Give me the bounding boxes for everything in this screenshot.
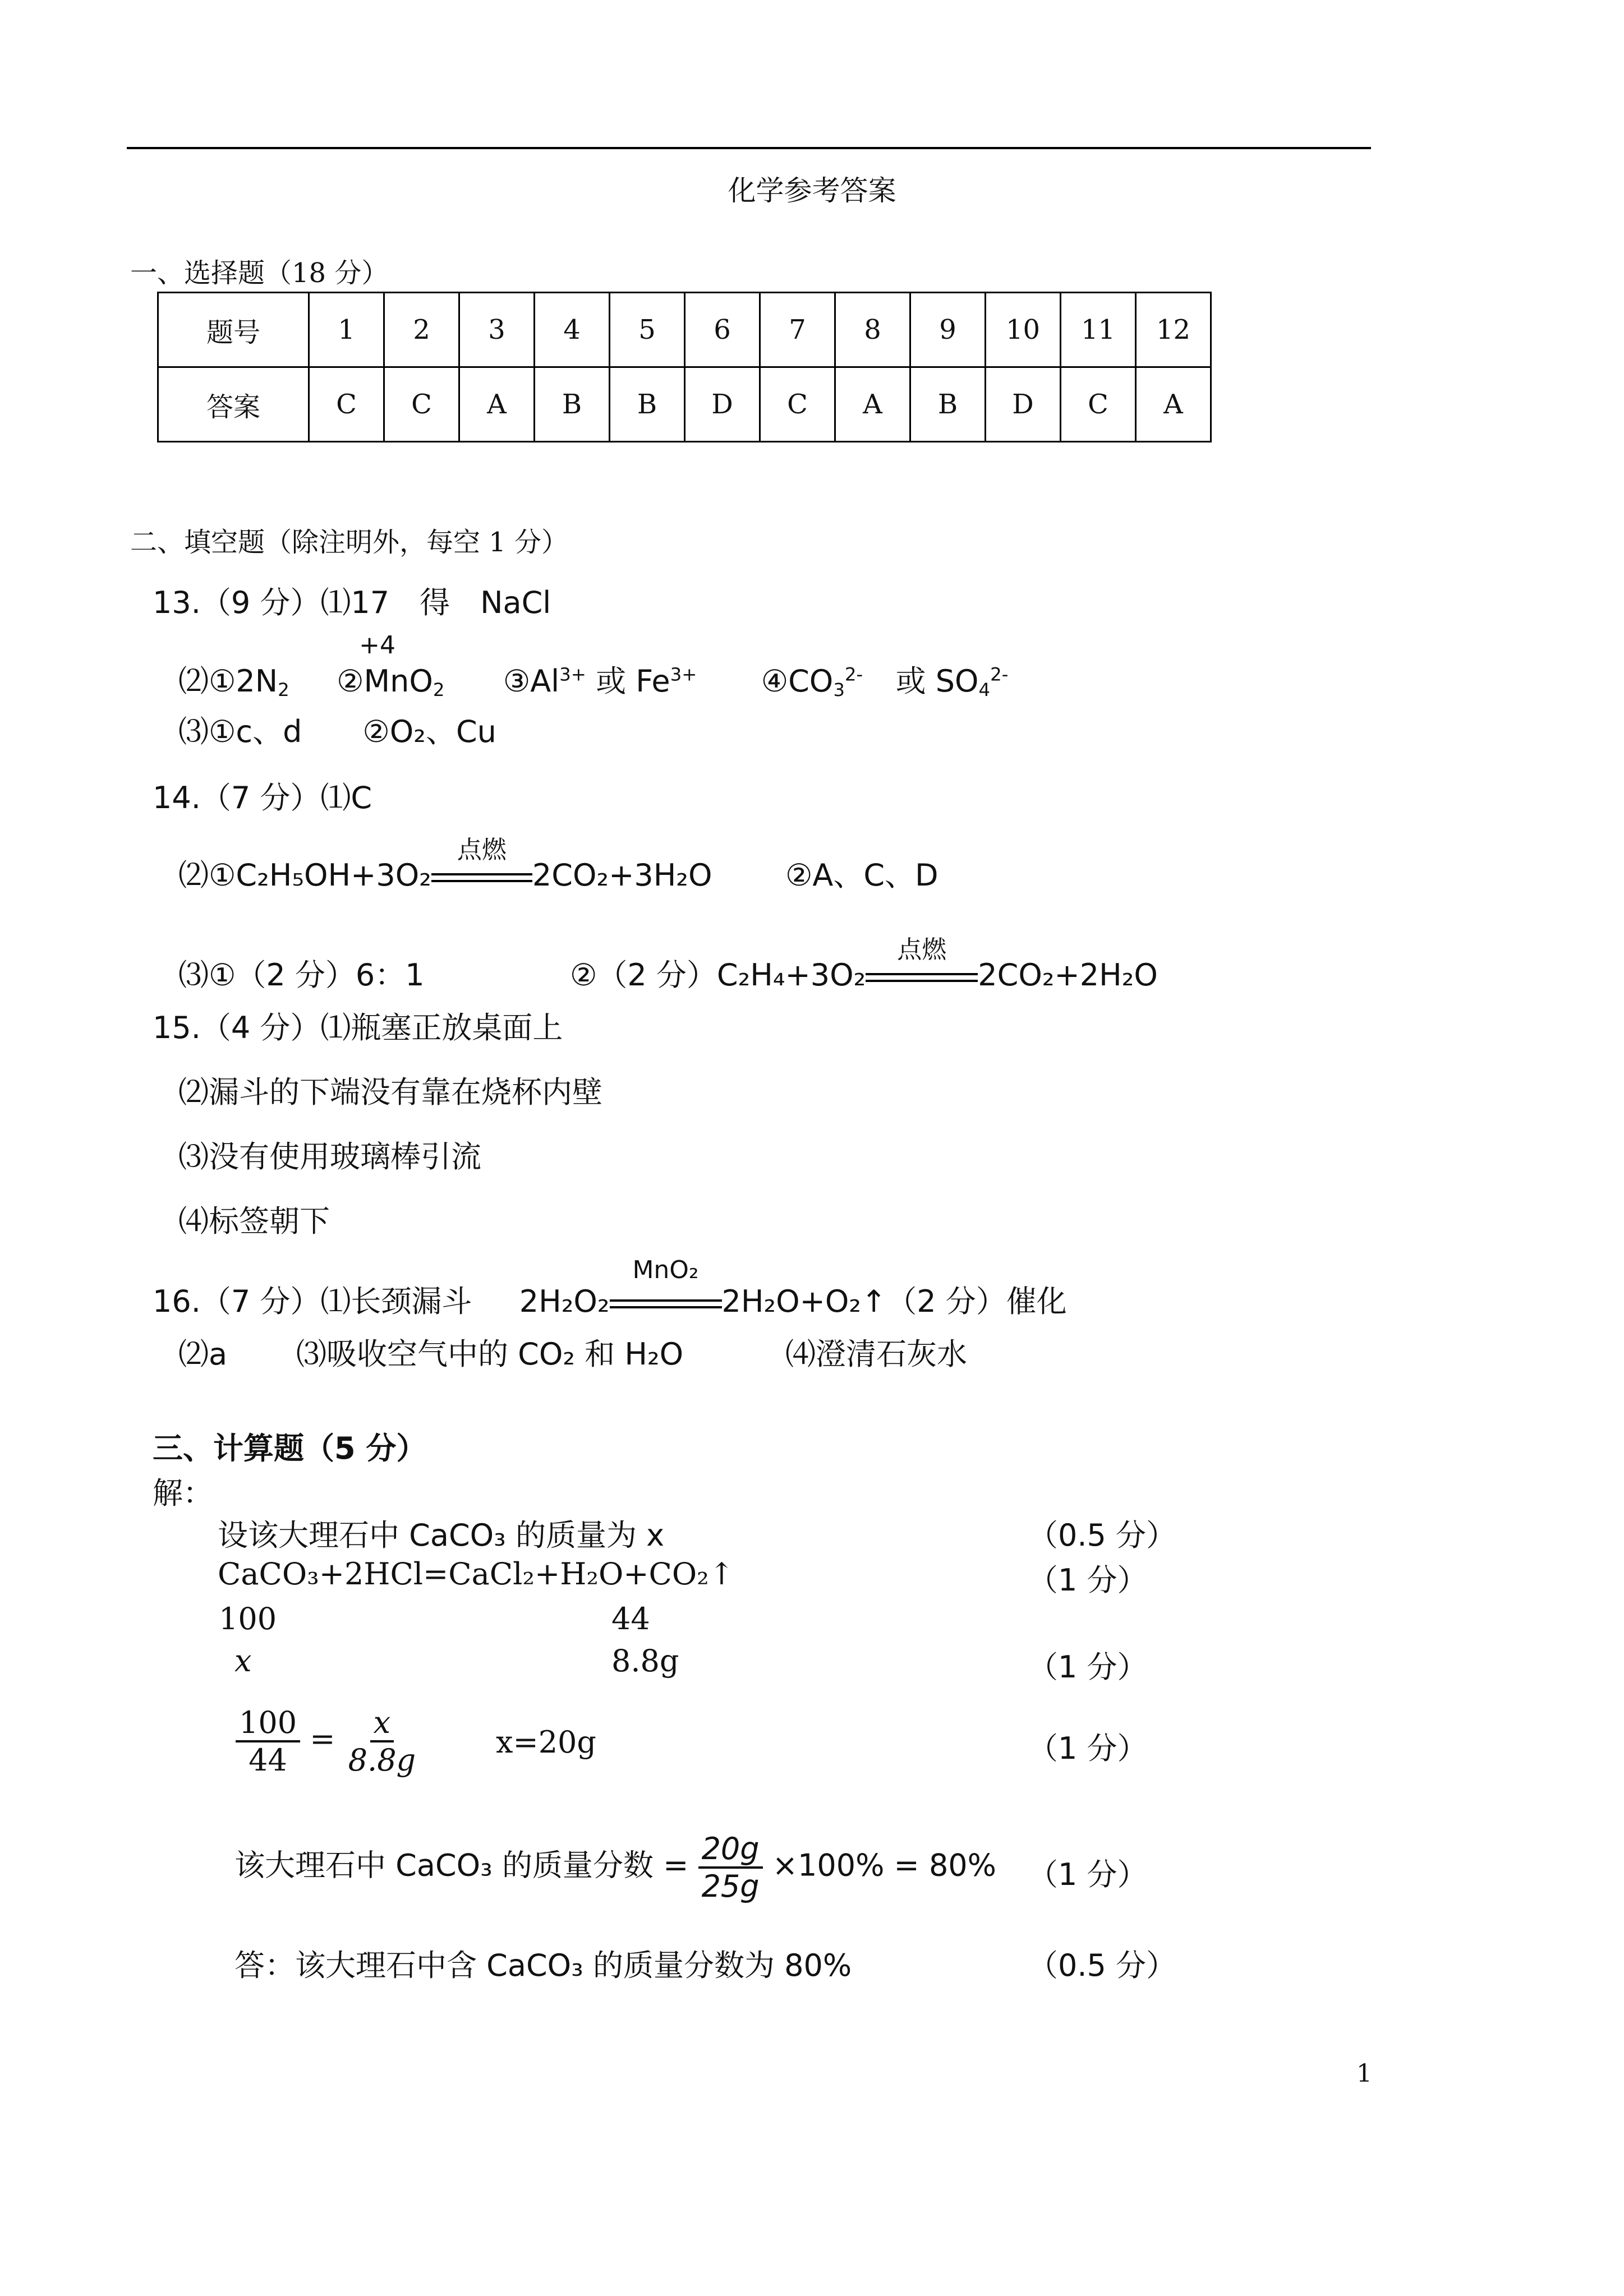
table-cell: 7 <box>760 293 835 367</box>
q14-line-2: ⑵①C₂H₅OH+3O₂ 点燃 2CO₂+3H₂O <box>178 836 712 893</box>
q13-fe: 或 $Fe^{3+}$ <box>596 663 697 699</box>
reaction-equals-sign: MnO₂ <box>610 1295 722 1312</box>
table-cell: 2 <box>384 293 459 367</box>
result-x: x=20g <box>496 1725 596 1760</box>
q15-line-3: ⑶没有使用玻璃棒引流 <box>178 1139 481 1174</box>
q13-line-1: 13.（9 分）⑴17 得 NaCl <box>153 585 551 620</box>
q16-line-1: 16.（7 分）⑴长颈漏斗 2H₂O₂ MnO₂ 2H₂O+O₂↑（2 分）催化 <box>153 1256 1067 1319</box>
q16-line-2a: ⑵a <box>178 1336 228 1372</box>
table-cell: D <box>986 367 1061 442</box>
q16-line-2c: ⑷澄清石灰水 <box>785 1336 967 1372</box>
q14-line-3b: ②（2 分）C₂H₄+3O₂ 点燃 2CO₂+2H₂O <box>570 935 1158 993</box>
q14-line-3a: ⑶①（2 分）6：1 <box>178 957 425 993</box>
table-cell: 8 <box>835 293 910 367</box>
calc-score-4: （1 分） <box>1028 1731 1148 1766</box>
calc-score-1: （0.5 分） <box>1028 1518 1177 1553</box>
calc-line-1: 设该大理石中 CaCO₃ 的质量为 x <box>218 1518 665 1553</box>
ratio-right-bottom: 8.8g <box>611 1643 679 1679</box>
table-cell: C <box>760 367 835 442</box>
reaction-equals-sign: 点燃 <box>866 969 978 985</box>
q13-line-3: ⑶①c、d ②O₂、Cu <box>178 714 496 749</box>
answer-table <box>157 292 1212 442</box>
fraction: $\frac{x}{8.8g}$ <box>348 1705 416 1778</box>
reaction-equals-sign: 点燃 <box>431 869 532 886</box>
table-header-cell: 题号 <box>158 293 309 367</box>
table-cell: A <box>835 367 910 442</box>
ratio-right-top: 44 <box>611 1601 650 1636</box>
table-cell: A <box>459 367 535 442</box>
section-2-heading: 二、填空题（除注明外，每空 1 分） <box>130 527 569 558</box>
table-cell: 1 <box>309 293 384 367</box>
q13-2n2: $⑵①2N_2$ <box>178 663 289 701</box>
page-number: 1 <box>1356 2059 1372 2088</box>
section-1-heading: 一、选择题（18 分） <box>130 257 389 289</box>
table-cell: 10 <box>986 293 1061 367</box>
q16-line-2b: ⑶吸收空气中的 CO₂ 和 H₂O <box>296 1336 684 1372</box>
q13-co3: $④CO_3^{2-}$ <box>761 663 863 701</box>
calc-score-6: （0.5 分） <box>1028 1948 1177 1983</box>
fraction: $\frac{20g}{25g}$ <box>698 1831 763 1904</box>
percentage-equation: 该大理石中 CaCO₃ 的质量分数 = $\frac{20g}{25g}$ ×100% = 80% <box>234 1831 996 1904</box>
proportion-equation: $\frac{100}{44}$ = $\frac{x}{8.8g}$ <box>236 1705 419 1778</box>
table-cell: B <box>610 367 685 442</box>
ratio-left-bottom: x <box>234 1643 252 1679</box>
table-cell: 12 <box>1136 293 1211 367</box>
ratio-left-top: 100 <box>219 1601 277 1636</box>
final-answer: 答：该大理石中含 CaCO₃ 的质量分数为 80% <box>234 1948 852 1983</box>
table-cell: B <box>535 367 610 442</box>
q13-so4: 或 $SO_4^{2-}$ <box>895 663 1009 701</box>
table-cell: 11 <box>1061 293 1136 367</box>
table-cell: A <box>1136 367 1211 442</box>
q15-line-2: ⑵漏斗的下端没有靠在烧杯内壁 <box>178 1075 602 1110</box>
table-row <box>158 367 1211 442</box>
q13-al: $③Al^{3+}$ <box>503 663 586 699</box>
calc-score-5: （1 分） <box>1028 1857 1148 1892</box>
table-cell: 6 <box>685 293 760 367</box>
reaction-equation: CaCO₃+2HCl=CaCl₂+H₂O+CO₂↑ <box>218 1556 735 1592</box>
section-3-heading: 三、计算题（5 分） <box>153 1431 427 1466</box>
table-cell: 3 <box>459 293 535 367</box>
q15-line-4: ⑷标签朝下 <box>178 1204 330 1239</box>
table-cell: C <box>384 367 459 442</box>
table-cell: 4 <box>535 293 610 367</box>
q13-mno2: +4 ②MnO$_2$ <box>337 631 445 701</box>
q13-line-2 <box>178 631 1009 701</box>
q15-line-1: 15.（4 分）⑴瓶塞正放桌面上 <box>153 1010 563 1045</box>
header-rule <box>127 147 1371 149</box>
fraction: $\frac{100}{44}$ <box>236 1705 300 1778</box>
solution-label: 解： <box>153 1476 213 1511</box>
table-row <box>158 293 1211 367</box>
page-title: 化学参考答案 <box>728 174 896 207</box>
table-cell: 9 <box>910 293 986 367</box>
q14-line-1: 14.（7 分）⑴C <box>153 780 372 815</box>
calc-score-2: （1 分） <box>1028 1562 1148 1598</box>
table-cell: 5 <box>610 293 685 367</box>
q14-line-2b: ②A、C、D <box>785 857 938 893</box>
table-cell: C <box>1061 367 1136 442</box>
table-header-cell: 答案 <box>158 367 309 442</box>
table-cell: C <box>309 367 384 442</box>
table-cell: B <box>910 367 986 442</box>
calc-score-3: （1 分） <box>1028 1649 1148 1685</box>
table-cell: D <box>685 367 760 442</box>
